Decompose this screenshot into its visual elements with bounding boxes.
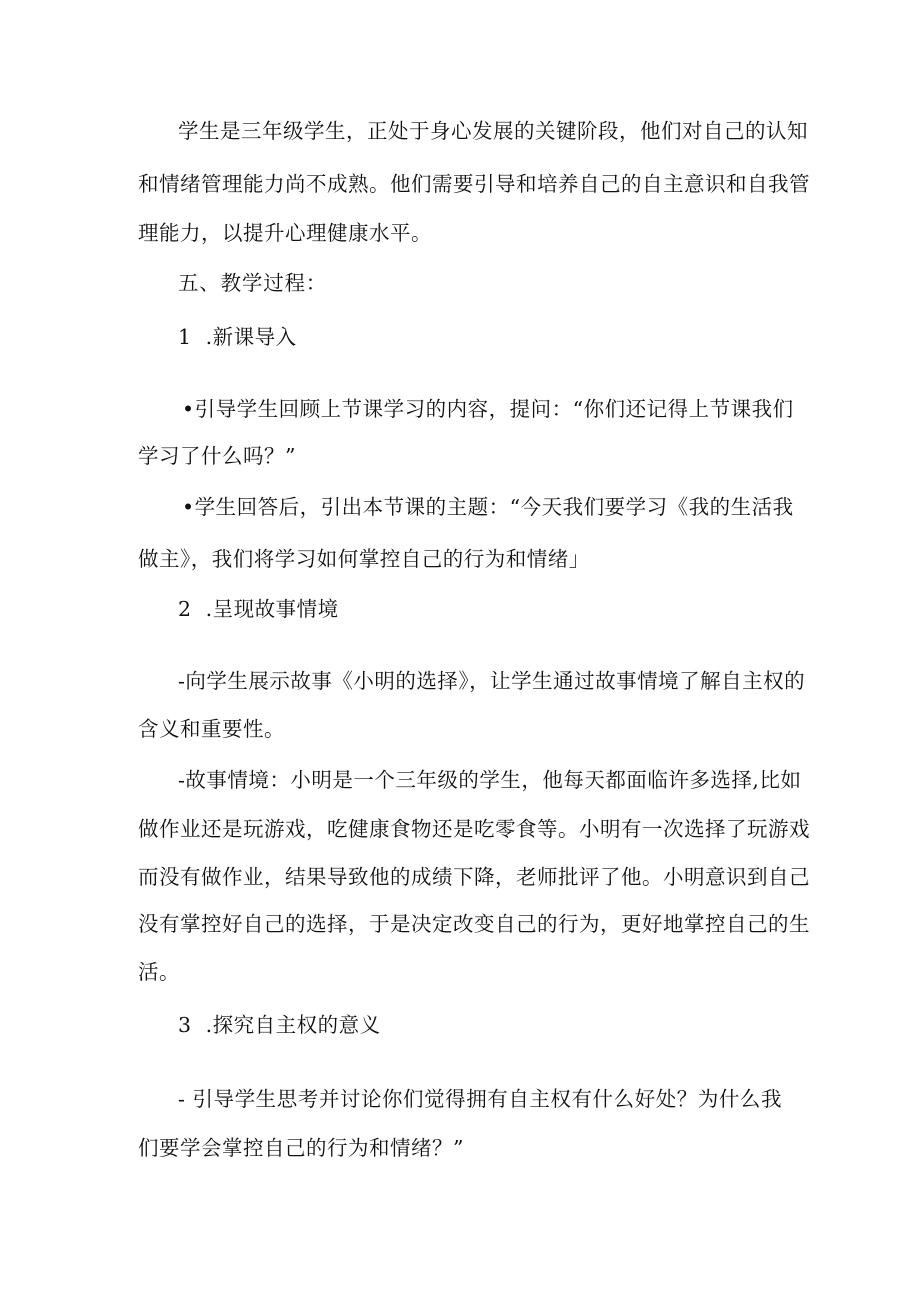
step-3-item-1-line-2: 们要学会掌控自己的行为和情绪？” [138,1136,464,1160]
step-2-item-2-line-4: 没有掌控好自己的选择，于是决定改变自己的行为，更好地掌控自己的生 [138,912,810,936]
step-2-item-2-line-1: -故事情境：小明是一个三年级的学生，他每天都面临许多选择,比如 [178,768,802,792]
step-1-bullet-2-line-1: •学生回答后，引出本节课的主题：“今天我们要学习《我的生活我 [182,495,794,519]
step-2-item-2-line-3: 而没有做作业，结果导致他的成绩下降，老师批评了他。小明意识到自己 [138,865,810,889]
student-analysis-line-1: 学生是三年级学生，正处于身心发展的关键阶段，他们对自己的认知 [178,119,808,143]
section-five-title: 五、教学过程： [178,271,328,295]
step-1-bullet-1-line-1: •引导学生回顾上节课学习的内容，提问：“你们还记得上节课我们 [182,397,794,421]
student-analysis-line-2: 和情绪管理能力尚不成熟。他们需要引导和培养自己的自主意识和自我管 [138,172,810,196]
step-3-title: 3 .探究自主权的意义 [178,1013,381,1037]
step-2-item-1-line-1: -向学生展示故事《小明的选择》，让学生通过故事情境了解自主权的 [178,669,806,693]
step-1-bullet-1-line-2: 学习了什么吗？” [138,444,296,468]
step-1-title: 1 .新课导入 [178,325,297,349]
step-1-bullet-2-line-2: 做主》，我们将学习如何掌控自己的行为和情绪」 [138,547,590,571]
student-analysis-line-3: 理能力，以提升心理健康水平。 [138,221,432,245]
step-2-item-2-line-5: 活。 [138,960,180,984]
step-2-item-2-line-2: 做作业还是玩游戏，吃健康食物还是吃零食等。小明有一次选择了玩游戏 [138,817,810,841]
step-3-item-1-line-1: - 引导学生思考并讨论你们觉得拥有自主权有什么好处？为什么我 [178,1087,782,1111]
step-2-item-1-line-2: 含义和重要性。 [138,717,285,741]
step-2-title: 2 .呈现故事情境 [178,597,339,621]
